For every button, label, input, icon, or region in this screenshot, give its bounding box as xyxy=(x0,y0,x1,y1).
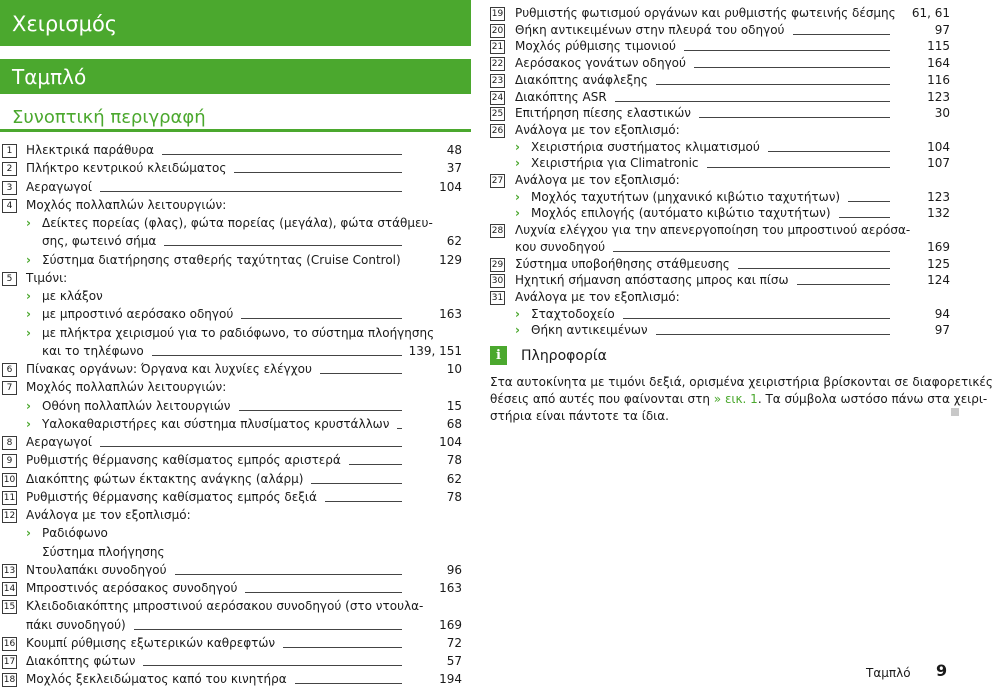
item-number-badge: 16 xyxy=(3,638,16,649)
chevron-right-icon: › xyxy=(26,252,31,267)
leader-line xyxy=(738,268,890,269)
list-item xyxy=(0,635,960,652)
item-label: Επιτήρηση πίεσης ελαστικών xyxy=(515,106,691,121)
item-label: Ντουλαπάκι συνοδηγού xyxy=(26,562,167,577)
info-title: Πληροφορία xyxy=(521,348,607,364)
page-reference[interactable]: 124 xyxy=(927,273,950,288)
item-label: Μοχλός πολλαπλών λειτουργιών: xyxy=(26,197,227,212)
page-reference[interactable]: 61, 61 xyxy=(911,6,950,20)
item-number-badge: 12 xyxy=(3,511,16,521)
leader-line xyxy=(134,629,402,630)
page-reference[interactable]: 107 xyxy=(927,156,950,171)
page-reference[interactable]: 48 xyxy=(446,143,462,157)
leader-line xyxy=(175,574,402,575)
list-item xyxy=(0,306,960,323)
item-number-badge: 5 xyxy=(2,272,17,286)
chevron-right-icon: › xyxy=(515,306,520,321)
leader-line xyxy=(707,167,890,168)
list-item xyxy=(0,272,960,289)
figure-link[interactable]: » εικ. 1 xyxy=(713,392,758,406)
chapter-title: Χειρισμός xyxy=(12,12,118,36)
list-item xyxy=(0,155,960,172)
item-label: Αεραγωγοί xyxy=(26,179,92,194)
list-item xyxy=(0,322,960,339)
item-label: Ρυθμιστής θέρμανσης καθίσματος εμπρός αριστερά xyxy=(26,453,341,468)
list-item xyxy=(0,434,960,451)
chevron-right-icon: › xyxy=(26,416,31,431)
page-reference[interactable]: 116 xyxy=(927,72,950,87)
list-item xyxy=(0,343,960,360)
page-reference[interactable]: 62 xyxy=(446,234,462,249)
item-label: Κουμπί ρύθμισης εξωτερικών καθρεφτών xyxy=(26,635,276,650)
item-label: Μοχλός επιλογής (αυτόματο κιβώτιο ταχυτήτων) xyxy=(531,206,831,221)
leader-line xyxy=(152,355,402,356)
info-text-line xyxy=(490,391,987,408)
page-reference[interactable]: 68 xyxy=(446,416,462,431)
item-label: Λυχνία ελέγχου για την απενεργοποίηση του μπροστινού αερόσα- xyxy=(515,223,911,238)
item-label: πάκι συνοδηγού) xyxy=(26,617,126,632)
list-item xyxy=(0,122,960,139)
list-item xyxy=(0,489,960,506)
item-label: Αερόσακος γονάτων οδηγού xyxy=(515,56,686,71)
item-label: Διακόπτης φώτων xyxy=(26,654,136,668)
item-number-badge: 17 xyxy=(3,657,16,667)
item-number-badge: 1 xyxy=(2,144,17,158)
item-label: Σύστημα υποβοήθησης στάθμευσης xyxy=(515,256,730,271)
item-label: Ανάλογα με τον εξοπλισμό: xyxy=(26,508,191,522)
list-item xyxy=(0,544,960,561)
item-label: Θήκη αντικειμένων στην πλευρά του οδηγού xyxy=(515,22,785,37)
item-label: με κλάξον xyxy=(42,289,103,303)
chevron-right-icon: › xyxy=(26,289,31,303)
page-reference[interactable]: 62 xyxy=(446,471,462,486)
leader-line xyxy=(245,592,402,593)
item-label: Οθόνη πολλαπλών λειτουργιών xyxy=(42,398,231,413)
item-number-badge: 3 xyxy=(2,181,17,195)
chevron-right-icon: › xyxy=(515,156,520,171)
page-reference[interactable]: 104 xyxy=(439,435,462,449)
item-number-badge: 23 xyxy=(491,75,504,86)
list-item xyxy=(0,671,960,688)
item-number-badge: 21 xyxy=(491,42,504,53)
list-item xyxy=(0,617,960,634)
list-item xyxy=(0,653,960,670)
page-number: 9 xyxy=(936,661,948,680)
item-number-badge: 26 xyxy=(491,125,504,136)
subsection-title: Συνοπτική περιγραφή xyxy=(12,107,206,128)
item-label: Σταχτοδοχείο xyxy=(531,306,615,321)
item-label: Ρυθμιστής θέρμανσης καθίσματος εμπρός δεξιά xyxy=(26,489,317,504)
item-number-badge: 29 xyxy=(491,259,504,270)
leader-line xyxy=(239,410,402,411)
item-number-badge: 18 xyxy=(3,675,16,686)
list-item xyxy=(0,22,960,39)
item-number-badge: 19 xyxy=(491,9,504,19)
item-label: Ηχητική σήμανση απόστασης μπρος και πίσω xyxy=(515,273,789,288)
item-label: Ηλεκτρικά παράθυρα xyxy=(26,143,154,157)
item-label: Μοχλός ρύθμισης τιμονιού xyxy=(515,39,676,54)
page-reference[interactable]: 78 xyxy=(446,453,462,468)
leader-line xyxy=(143,665,402,666)
list-item xyxy=(0,172,960,189)
item-number-badge: 13 xyxy=(3,565,16,576)
page-reference[interactable]: 163 xyxy=(439,581,462,595)
item-label: Διακόπτης φώτων έκτακτης ανάγκης (αλάρμ) xyxy=(26,471,304,486)
item-number-badge: 2 xyxy=(2,162,17,176)
item-label: Ρυθμιστής φωτισμού οργάνων και ρυθμιστής φωτεινής δέσμης xyxy=(515,6,896,20)
chevron-right-icon: › xyxy=(515,206,520,221)
item-number-badge: 14 xyxy=(3,584,16,594)
page-reference[interactable]: 104 xyxy=(927,139,950,154)
page-reference[interactable]: 132 xyxy=(927,206,950,221)
page-reference[interactable]: 78 xyxy=(446,489,462,504)
list-item xyxy=(0,55,960,72)
chevron-right-icon: › xyxy=(515,189,520,204)
page-reference[interactable]: 15 xyxy=(446,398,462,413)
list-item xyxy=(0,139,960,156)
item-label: κου συνοδηγού xyxy=(515,239,606,254)
item-label: Κλειδοδιακόπτης μπροστινού αερόσακου συνοδηγού (στο ντουλα- xyxy=(26,599,424,614)
list-item xyxy=(0,507,960,524)
page-reference[interactable]: 97 xyxy=(934,323,950,338)
item-number-badge: 22 xyxy=(491,59,504,70)
item-number-badge: 24 xyxy=(491,92,504,103)
item-number-badge: 7 xyxy=(2,381,17,395)
page-reference[interactable]: 104 xyxy=(439,179,462,194)
item-number-badge: 9 xyxy=(2,454,17,468)
list-item xyxy=(0,525,960,542)
leader-line xyxy=(100,446,402,447)
list-item xyxy=(0,580,960,597)
item-label: με μπροστινό αερόσακο οδηγού xyxy=(42,307,234,322)
item-label: Τιμόνι: xyxy=(26,270,68,285)
item-number-badge: 31 xyxy=(491,292,504,303)
leader-line xyxy=(623,318,890,319)
item-number-badge: 27 xyxy=(491,176,504,186)
item-number-badge: 8 xyxy=(2,436,17,450)
item-label: Σύστημα πλοήγησης xyxy=(42,544,165,559)
info-text-segment: . Τα σύμβολα ωστόσο πάνω στα χειρι- xyxy=(757,392,988,406)
page-reference[interactable]: 10 xyxy=(446,362,462,376)
page-reference[interactable]: 139, 151 xyxy=(408,343,462,358)
item-number-badge: 25 xyxy=(491,109,504,120)
info-text-line: στήρια είναι πάντοτε τα ίδια. xyxy=(490,409,669,423)
list-item xyxy=(0,222,960,239)
page-reference[interactable]: 94 xyxy=(934,306,950,321)
list-item xyxy=(0,239,960,256)
page-reference[interactable]: 169 xyxy=(439,617,462,632)
item-label: Μοχλός ξεκλειδώματος καπό του κινητήρα xyxy=(26,672,287,687)
leader-line xyxy=(699,117,890,118)
page-reference[interactable]: 123 xyxy=(927,189,950,204)
leader-line xyxy=(684,50,890,51)
item-label: Πίνακας οργάνων: Όργανα και λυχνίες ελέγχου xyxy=(26,362,312,376)
page-reference[interactable]: 57 xyxy=(446,654,462,668)
item-label: Χειριστήρια συστήματος κλιματισμού xyxy=(531,139,760,154)
list-item xyxy=(0,5,960,22)
chevron-right-icon: › xyxy=(26,325,31,340)
list-item xyxy=(0,256,960,273)
item-number-badge: 30 xyxy=(491,276,504,287)
list-item xyxy=(0,105,960,122)
info-icon: i xyxy=(490,346,507,365)
leader-line xyxy=(694,67,890,68)
chevron-right-icon: › xyxy=(26,307,31,322)
item-label: Μοχλός πολλαπλών λειτουργιών: xyxy=(26,380,227,395)
item-label: Ανάλογα με τον εξοπλισμό: xyxy=(515,122,680,137)
item-label: Ραδιόφωνο xyxy=(42,526,108,541)
list-item xyxy=(0,452,960,469)
page-reference[interactable]: 169 xyxy=(927,239,950,254)
list-item xyxy=(0,598,960,615)
chevron-right-icon: › xyxy=(515,139,520,154)
info-text-segment: θέσεις από αυτές που φαίνονται στη xyxy=(490,392,714,406)
item-label: Ανάλογα με τον εξοπλισμό: xyxy=(515,289,680,304)
item-label: και το τηλέφωνο xyxy=(42,343,144,358)
list-item xyxy=(0,189,960,206)
leader-line xyxy=(656,334,890,335)
list-item xyxy=(0,205,960,222)
section-end-marker xyxy=(951,408,959,416)
page-reference[interactable]: 194 xyxy=(439,672,462,687)
item-label: Διακόπτης ανάφλεξης xyxy=(515,72,648,87)
leader-line xyxy=(656,84,890,85)
item-label: Σύστημα διατήρησης σταθερής ταχύτητας (Cruise Control) xyxy=(42,252,401,267)
chevron-right-icon: › xyxy=(26,216,31,230)
item-number-badge: 15 xyxy=(3,602,16,613)
item-label: Διακόπτης ASR xyxy=(515,89,607,104)
footer-section-label: Ταμπλό xyxy=(866,666,911,680)
page-reference[interactable]: 30 xyxy=(934,106,950,121)
page-reference[interactable]: 129 xyxy=(439,252,462,267)
item-number-badge: 28 xyxy=(491,226,504,237)
item-number-badge: 20 xyxy=(491,25,504,36)
page-reference[interactable]: 164 xyxy=(927,56,950,71)
item-label: Μπροστινός αερόσακος συνοδηγού xyxy=(26,581,238,595)
item-label: Χειριστήρια για Climatronic xyxy=(531,156,699,171)
item-label: Θήκη αντικειμένων xyxy=(531,323,648,338)
page-reference[interactable]: 163 xyxy=(439,307,462,322)
leader-line xyxy=(615,101,890,102)
item-label: Μοχλός ταχυτήτων (μηχανικό κιβώτιο ταχυτήτων) xyxy=(531,189,841,204)
item-number-badge: 11 xyxy=(3,492,16,503)
chevron-right-icon: › xyxy=(26,398,31,413)
info-text-line: Στα αυτοκίνητα με τιμόνι δεξιά, ορισμένα χειριστήρια βρίσκονται σε διαφορετικές xyxy=(490,375,993,389)
list-item xyxy=(0,471,960,488)
page-reference[interactable]: 123 xyxy=(927,89,950,104)
item-number-badge: 10 xyxy=(3,474,16,485)
item-label: Αεραγωγοί xyxy=(26,435,92,449)
item-number-badge: 6 xyxy=(2,363,17,377)
section-title: Ταμπλό xyxy=(12,65,87,89)
item-number-badge: 4 xyxy=(2,199,17,213)
item-label: με πλήκτρα χειρισμού για το ραδιόφωνο, το σύστημα πλοήγησης xyxy=(42,325,435,340)
chevron-right-icon: › xyxy=(515,323,520,338)
item-label: σης, φωτεινό σήμα xyxy=(42,234,157,249)
item-label: Δείκτες πορείας (φλας), φώτα πορείας (μεγάλα), φώτα στάθμευ- xyxy=(42,216,433,230)
page-reference[interactable]: 97 xyxy=(934,22,950,37)
page-reference[interactable]: 96 xyxy=(446,562,462,577)
list-item xyxy=(0,72,960,89)
page-reference[interactable]: 72 xyxy=(446,635,462,650)
list-item xyxy=(0,38,960,55)
item-label: Υαλοκαθαριστήρες και σύστημα πλυσίματος κρυστάλλων xyxy=(42,416,390,431)
chevron-right-icon: › xyxy=(26,526,31,541)
item-label: Πλήκτρο κεντρικού κλειδώματος xyxy=(26,161,227,176)
list-item xyxy=(0,289,960,306)
page-reference[interactable]: 37 xyxy=(446,161,462,176)
list-item xyxy=(0,416,960,433)
item-label: Ανάλογα με τον εξοπλισμό: xyxy=(515,173,680,187)
list-item xyxy=(0,89,960,106)
list-item xyxy=(0,562,960,579)
leader-line xyxy=(613,251,890,252)
page-reference[interactable]: 125 xyxy=(927,256,950,271)
page-reference[interactable]: 115 xyxy=(927,39,950,54)
